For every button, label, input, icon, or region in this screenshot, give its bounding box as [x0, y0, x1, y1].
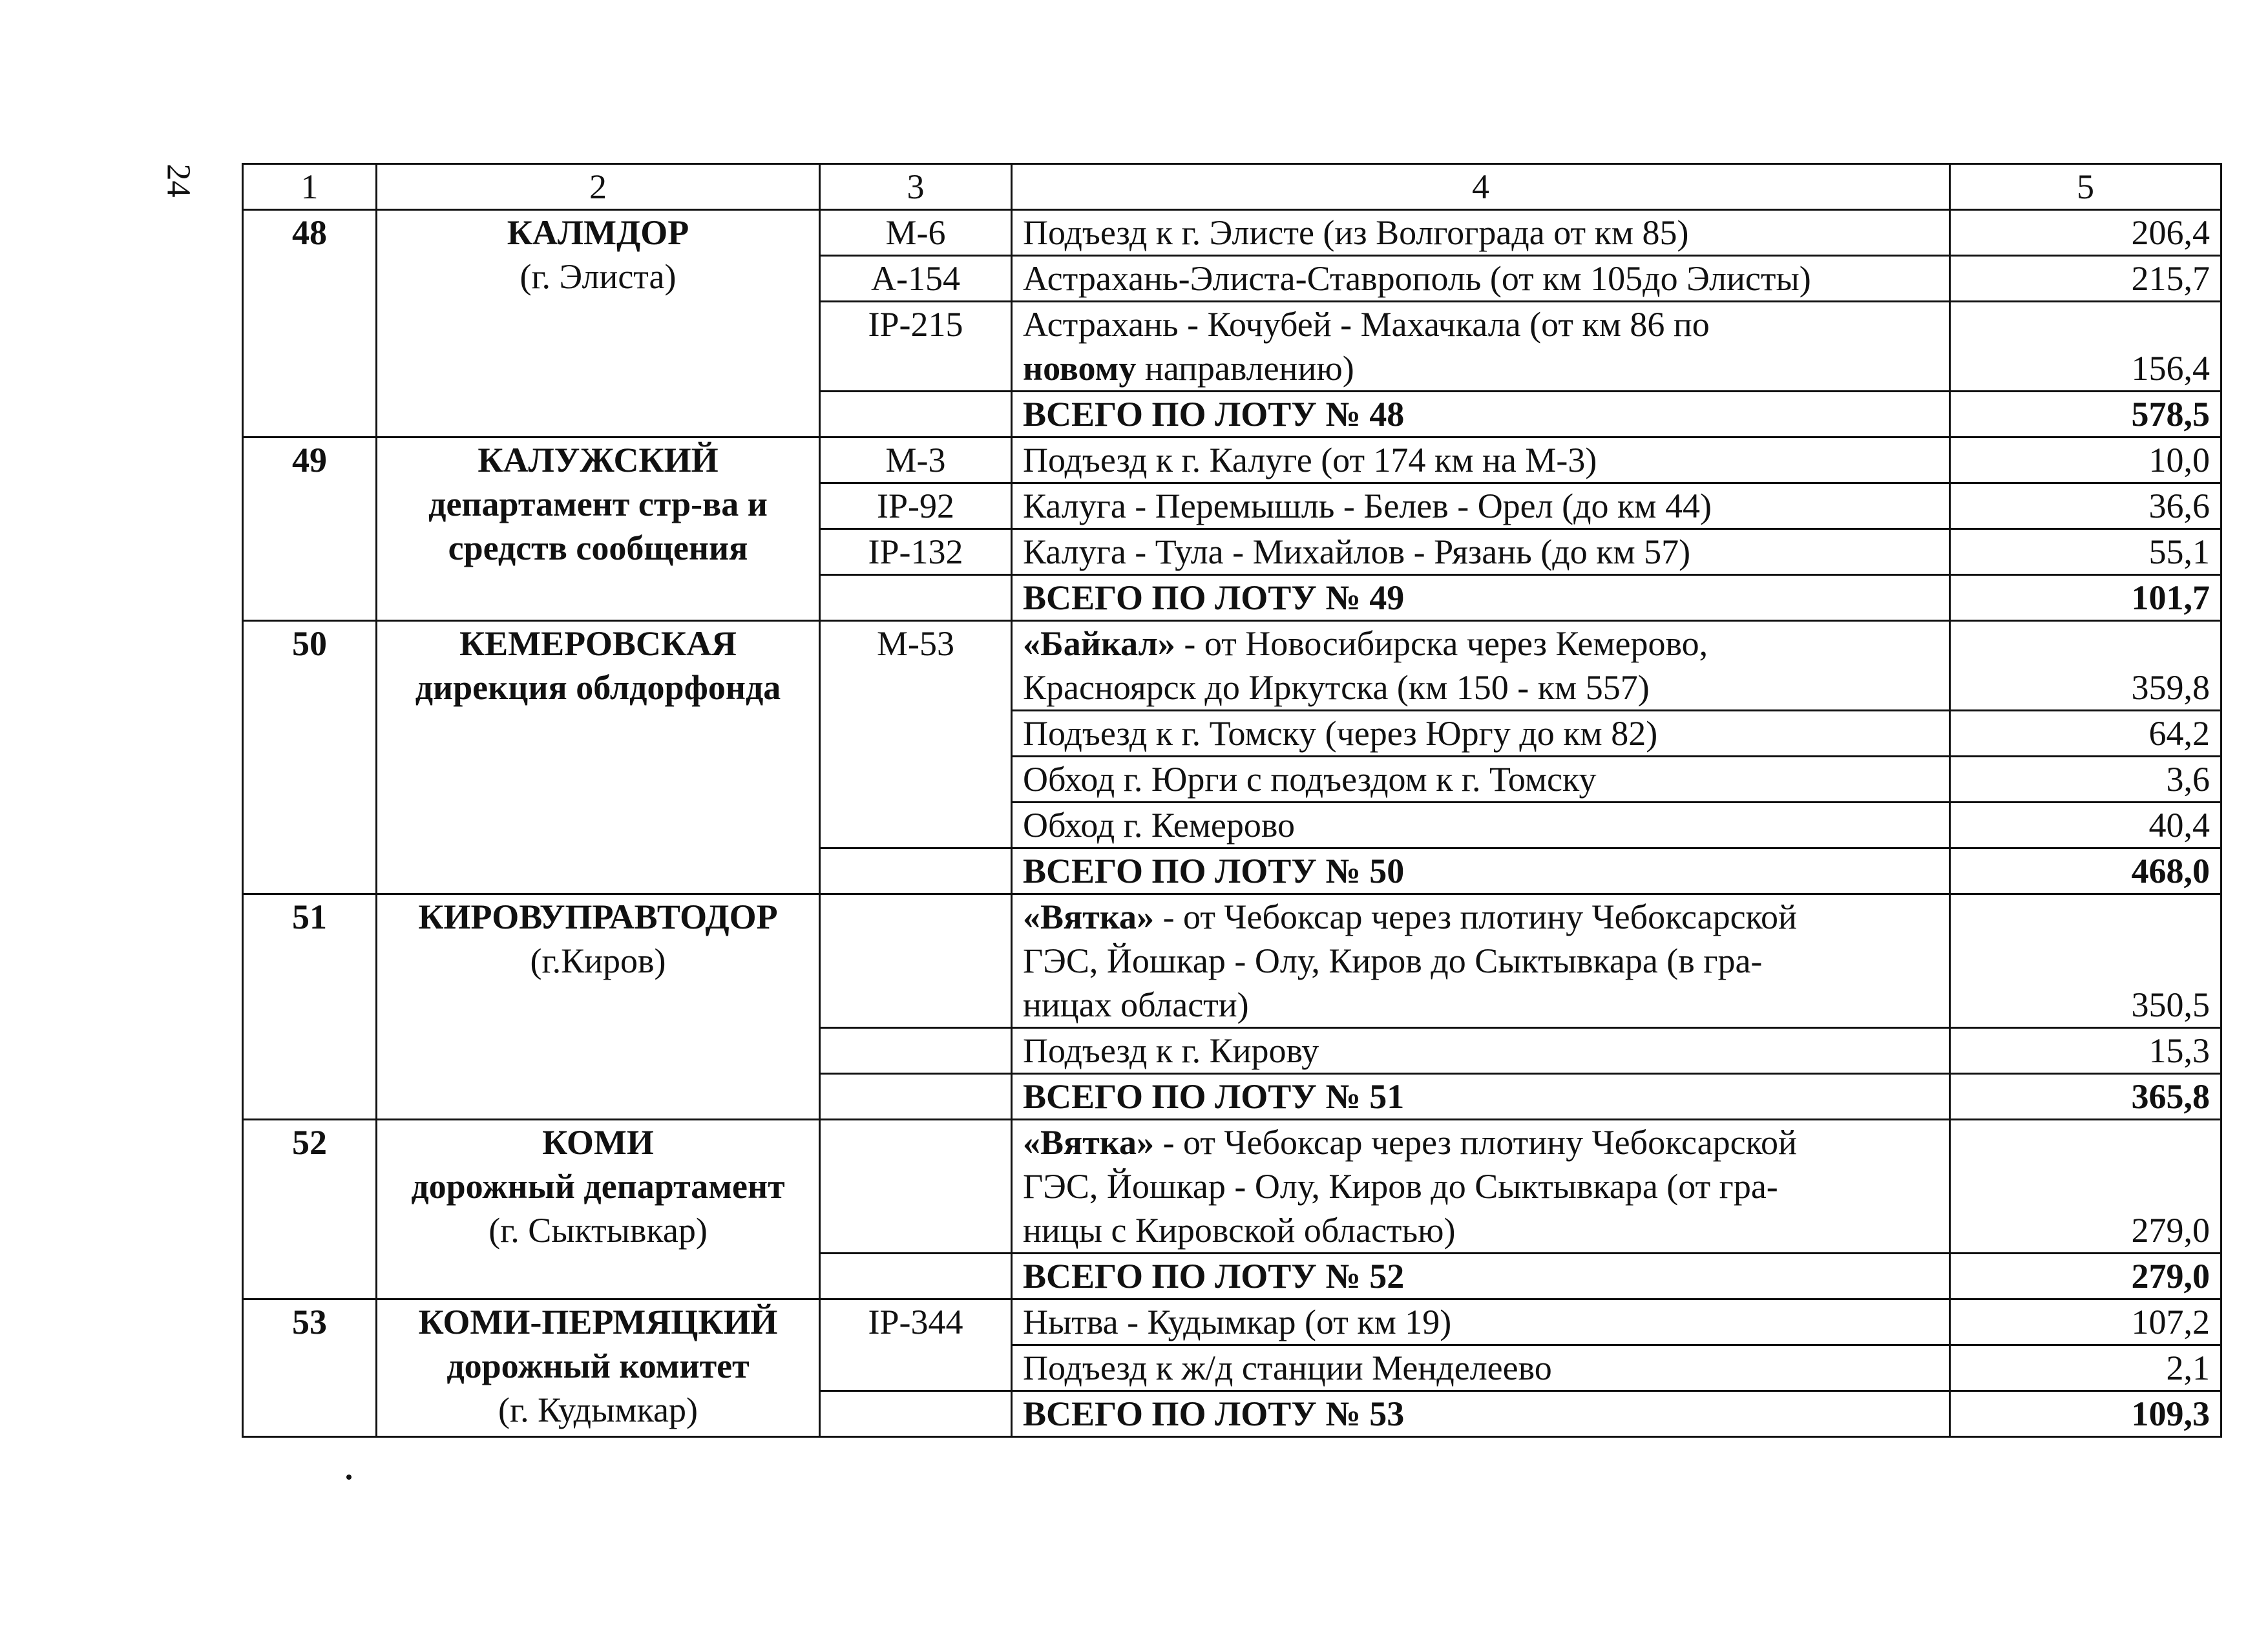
length-km-cell: 279,0 [1950, 1120, 2221, 1254]
organization-subtitle: дорожный комитет [446, 1347, 750, 1385]
road-description-cell: Астрахань-Элиста-Ставрополь (от км 105до Элисты) [1012, 256, 1950, 302]
organization-name: КАЛУЖСКИЙ [478, 441, 719, 479]
length-km-cell: 107,2 [1950, 1299, 2221, 1345]
length-km-cell: 40,4 [1950, 803, 2221, 848]
organization-subtitle: дирекция облдорфонда [415, 668, 781, 707]
lot-number-cell: 49 [243, 437, 377, 621]
stray-dot [346, 1475, 352, 1480]
length-km-cell: 350,5 [1950, 894, 2221, 1028]
lot-number-cell: 51 [243, 894, 377, 1120]
organization-cell [377, 1120, 820, 1299]
road-description-cell: Подъезд к ж/д станции Менделеево [1012, 1345, 1950, 1391]
length-km-cell: 2,1 [1950, 1345, 2221, 1391]
road-description-cell [1012, 894, 1950, 1028]
description-line [1023, 1208, 1938, 1252]
organization-cell [377, 621, 820, 894]
description-text: ницы с Кировской областью) [1023, 1211, 1456, 1250]
header-col-1: 1 [243, 164, 377, 210]
header-col-5: 5 [1950, 164, 2221, 210]
organization-subtitle: дорожный департамент [411, 1167, 785, 1206]
road-code-cell: IР-344 [820, 1299, 1012, 1391]
lot-total-km: 468,0 [1950, 848, 2221, 894]
road-code-cell [820, 1074, 1012, 1120]
length-km-cell: 64,2 [1950, 711, 2221, 757]
length-km-cell: 206,4 [1950, 210, 2221, 256]
length-km-cell: 215,7 [1950, 256, 2221, 302]
table-row [243, 621, 2221, 711]
header-col-2: 2 [377, 164, 820, 210]
table-row [243, 437, 2221, 483]
road-description-cell [1012, 621, 1950, 711]
road-code-cell: А-154 [820, 256, 1012, 302]
length-km-cell: 15,3 [1950, 1028, 2221, 1074]
length-km-cell: 156,4 [1950, 302, 2221, 392]
organization-name: КОМИ-ПЕРМЯЦКИЙ [418, 1303, 778, 1341]
lot-total-km: 365,8 [1950, 1074, 2221, 1120]
road-description-cell: Калуга - Тула - Михайлов - Рязань (до км 57) [1012, 529, 1950, 575]
lot-total-label: ВСЕГО ПО ЛОТУ № 48 [1012, 392, 1950, 437]
road-code-cell [820, 1254, 1012, 1299]
description-text: - от Чебоксар через плотину Чебоксарской [1154, 1123, 1797, 1162]
road-description-cell: Калуга - Перемышль - Белев - Орел (до км 44) [1012, 483, 1950, 529]
lot-total-km: 101,7 [1950, 575, 2221, 621]
road-code-cell [820, 1028, 1012, 1074]
lot-total-label: ВСЕГО ПО ЛОТУ № 53 [1012, 1391, 1950, 1437]
table-row [243, 210, 2221, 256]
organization-subtitle: средств сообщения [448, 529, 748, 567]
road-name-bold: «Вятка» [1023, 898, 1155, 936]
road-description-cell: Подъезд к г. Томску (через Юргу до км 82) [1012, 711, 1950, 757]
road-code-cell [820, 1391, 1012, 1437]
organization-name: КЕМЕРОВСКАЯ [459, 624, 737, 663]
description-text: ницах области) [1023, 985, 1249, 1024]
lot-number-cell: 52 [243, 1120, 377, 1299]
lot-total-label: ВСЕГО ПО ЛОТУ № 51 [1012, 1074, 1950, 1120]
length-km-cell: 359,8 [1950, 621, 2221, 711]
organization-cell [377, 210, 820, 437]
road-description-cell: Нытва - Кудымкар (от км 19) [1012, 1299, 1950, 1345]
description-line [1023, 302, 1938, 346]
organization-cell [377, 894, 820, 1120]
description-text: Астрахань - Кочубей - Махачкала (от км 86 по [1023, 305, 1710, 344]
road-description-cell: Подъезд к г. Элисте (из Волгограда от км 85) [1012, 210, 1950, 256]
description-text: ГЭС, Йошкар - Олу, Киров до Сыктывкара (от гра- [1023, 1167, 1778, 1206]
description-text: - от Новосибирска через Кемерово, [1175, 624, 1708, 663]
organization-subtitle: (г.Киров) [530, 941, 666, 980]
lot-total-label: ВСЕГО ПО ЛОТУ № 52 [1012, 1254, 1950, 1299]
description-line [1023, 1164, 1938, 1208]
road-code-cell: М-3 [820, 437, 1012, 483]
description-line [1023, 622, 1938, 666]
description-text: направлению) [1136, 349, 1354, 388]
road-name-bold: «Вятка» [1023, 1123, 1155, 1162]
header-col-4: 4 [1012, 164, 1950, 210]
lot-number-cell: 50 [243, 621, 377, 894]
road-code-cell: IР-92 [820, 483, 1012, 529]
road-code-cell: IР-215 [820, 302, 1012, 392]
table-row [243, 1120, 2221, 1254]
organization-cell [377, 437, 820, 621]
lot-total-km: 109,3 [1950, 1391, 2221, 1437]
road-lots-table [242, 163, 2222, 1438]
road-code-cell [820, 894, 1012, 1028]
organization-subtitle: (г. Элиста) [520, 257, 677, 296]
road-name-bold: «Байкал» [1023, 624, 1175, 663]
lot-total-label: ВСЕГО ПО ЛОТУ № 50 [1012, 848, 1950, 894]
organization-name: КАЛМДОР [507, 213, 689, 252]
description-line [1023, 895, 1938, 939]
organization-cell [377, 1299, 820, 1437]
road-code-cell [820, 1120, 1012, 1254]
organization-name: КИРОВУПРАВТОДОР [418, 898, 778, 936]
road-description-cell: Обход г. Кемерово [1012, 803, 1950, 848]
lot-total-km: 578,5 [1950, 392, 2221, 437]
description-line [1023, 983, 1938, 1027]
length-km-cell: 36,6 [1950, 483, 2221, 529]
organization-subtitle: (г. Сыктывкар) [488, 1211, 708, 1250]
description-line [1023, 666, 1938, 709]
road-name-bold: новому [1023, 349, 1137, 388]
page-number: 24 [160, 163, 197, 198]
organization-name: КОМИ [542, 1123, 654, 1162]
road-code-cell [820, 575, 1012, 621]
road-description-cell: Подъезд к г. Кирову [1012, 1028, 1950, 1074]
description-line [1023, 346, 1938, 390]
lot-total-km: 279,0 [1950, 1254, 2221, 1299]
road-code-cell: М-6 [820, 210, 1012, 256]
description-text: Красноярск до Иркутска (км 150 - км 557) [1023, 668, 1650, 707]
organization-subtitle: (г. Кудымкар) [498, 1391, 698, 1429]
lot-number-cell: 48 [243, 210, 377, 437]
length-km-cell: 55,1 [1950, 529, 2221, 575]
length-km-cell: 10,0 [1950, 437, 2221, 483]
description-line [1023, 939, 1938, 983]
table-row [243, 894, 2221, 1028]
road-description-cell: Подъезд к г. Калуге (от 174 км на М-3) [1012, 437, 1950, 483]
description-line [1023, 1120, 1938, 1164]
road-code-cell: М-53 [820, 621, 1012, 848]
description-text: ГЭС, Йошкар - Олу, Киров до Сыктывкара (в гра- [1023, 941, 1763, 980]
road-description-cell [1012, 302, 1950, 392]
length-km-cell: 3,6 [1950, 757, 2221, 803]
lot-number-cell: 53 [243, 1299, 377, 1437]
road-code-cell [820, 392, 1012, 437]
lot-total-label: ВСЕГО ПО ЛОТУ № 49 [1012, 575, 1950, 621]
table-row [243, 1299, 2221, 1345]
description-text: - от Чебоксар через плотину Чебоксарской [1154, 898, 1797, 936]
organization-subtitle: департамент стр-ва и [428, 485, 768, 523]
road-description-cell: Обход г. Юрги с подъездом к г. Томску [1012, 757, 1950, 803]
road-code-cell: IР-132 [820, 529, 1012, 575]
header-col-3: 3 [820, 164, 1012, 210]
road-code-cell [820, 848, 1012, 894]
road-description-cell [1012, 1120, 1950, 1254]
table-header-row [243, 164, 2221, 210]
